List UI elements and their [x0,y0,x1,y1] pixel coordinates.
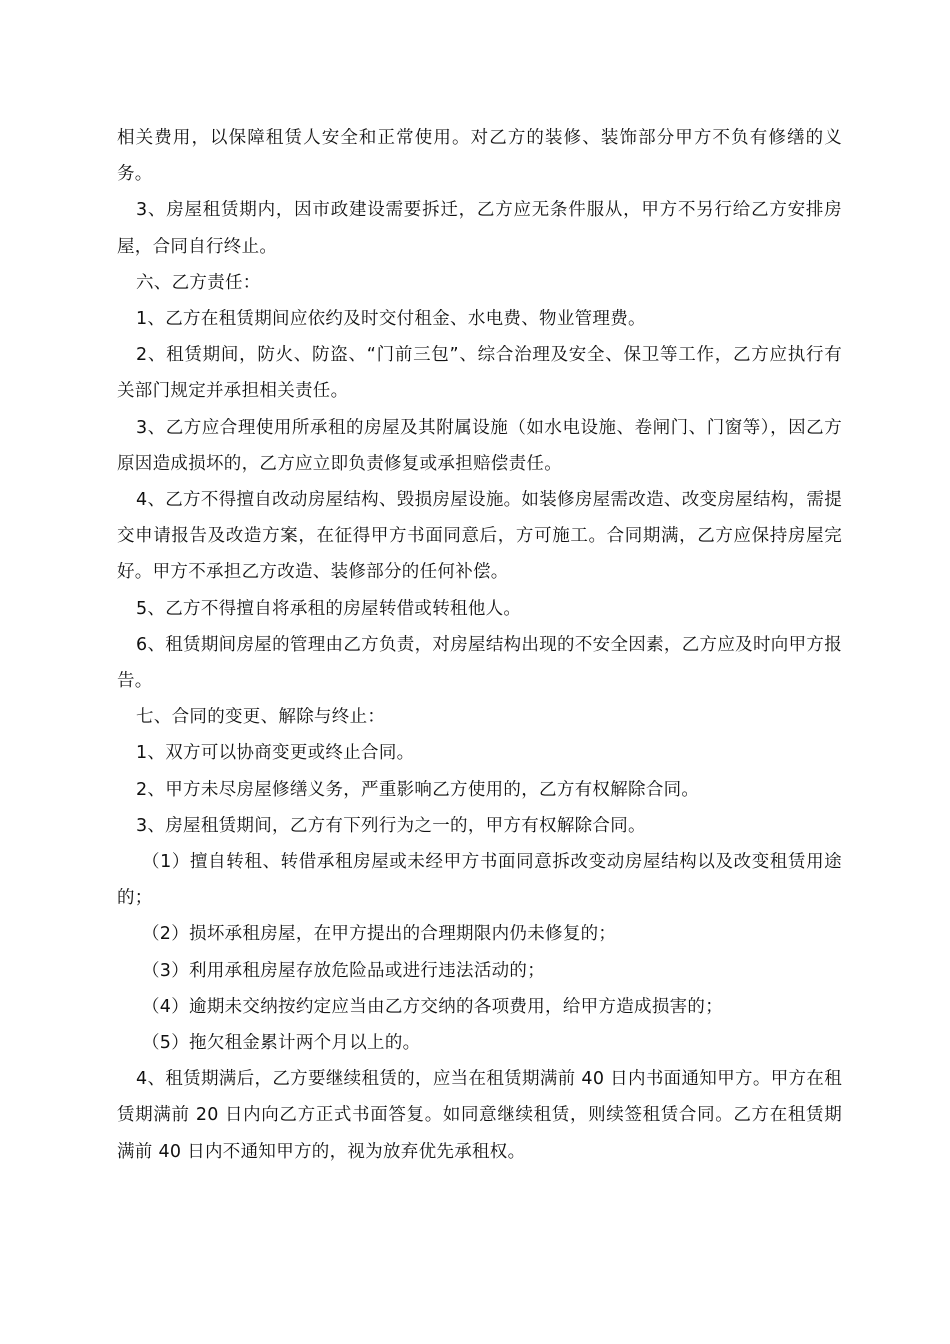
paragraph-termination-2: 2、甲方未尽房屋修缮义务，严重影响乙方使用的，乙方有权解除合同。 [136,779,700,800]
sub-item-1: （1）擅自转租、转借承租房屋或未经甲方书面同意拆改变动房屋结构以及改变租赁用途的； [117,852,842,909]
paragraph-b-duty-2: 2、租赁期间，防火、防盗、“门前三包”、综合治理及安全、保卫等工作，乙方应执行有关部门规定并承担相关责任。 [117,345,842,402]
paragraph-termination-4: 4、租赁期满后，乙方要继续租赁的，应当在租赁期满前 40 日内书面通知甲方。甲方在租赁期满前 20 日内向乙方正式书面答复。如同意继续租赁，则续签租赁合同。乙方在租赁期满前 40 日内不通知甲方的，视为放弃优先承租权。 [117,1069,842,1162]
paragraph-demolition-clause: 3、房屋租赁期内，因市政建设需要拆迁，乙方应无条件服从，甲方不另行给乙方安排房屋，合同自行终止。 [117,200,842,257]
sub-item-3: （3）利用承租房屋存放危险品或进行违法活动的； [142,960,546,981]
section-heading-party-b-duties: 六、乙方责任： [136,272,261,293]
contract-body [117,120,842,1170]
paragraph-maintenance-continued: 相关费用，以保障租赁人安全和正常使用。对乙方的装修、装饰部分甲方不负有修缮的义务。 [117,128,842,185]
paragraph-termination-1: 1、双方可以协商变更或终止合同。 [136,743,415,764]
sub-item-5: （5）拖欠租金累计两个月以上的。 [142,1033,421,1054]
paragraph-b-duty-5: 5、乙方不得擅自将承租的房屋转借或转租他人。 [136,598,522,619]
paragraph-b-duty-3: 3、乙方应合理使用所承租的房屋及其附属设施（如水电设施、卷闸门、门窗等），因乙方原因造成损坏的，乙方应立即负责修复或承担赔偿责任。 [117,417,842,474]
section-heading-change-termination: 七、合同的变更、解除与终止： [136,707,386,728]
paragraph-b-duty-1: 1、乙方在租赁期间应依约及时交付租金、水电费、物业管理费。 [136,309,646,330]
paragraph-termination-3: 3、房屋租赁期间，乙方有下列行为之一的，甲方有权解除合同。 [136,815,646,836]
sub-item-2: （2）损坏承租房屋，在甲方提出的合理期限内仍未修复的； [142,924,617,945]
paragraph-b-duty-4: 4、乙方不得擅自改动房屋结构、毁损房屋设施。如装修房屋需改造、改变房屋结构，需提交申请报告及改造方案，在征得甲方书面同意后，方可施工。合同期满，乙方应保持房屋完好。甲方不承担乙方改造、装修部分的任何补偿。 [117,490,842,583]
paragraph-b-duty-6: 6、租赁期间房屋的管理由乙方负责，对房屋结构出现的不安全因素，乙方应及时向甲方报告。 [117,634,842,692]
sub-item-4: （4）逾期未交纳按约定应当由乙方交纳的各项费用，给甲方造成损害的； [142,996,724,1017]
